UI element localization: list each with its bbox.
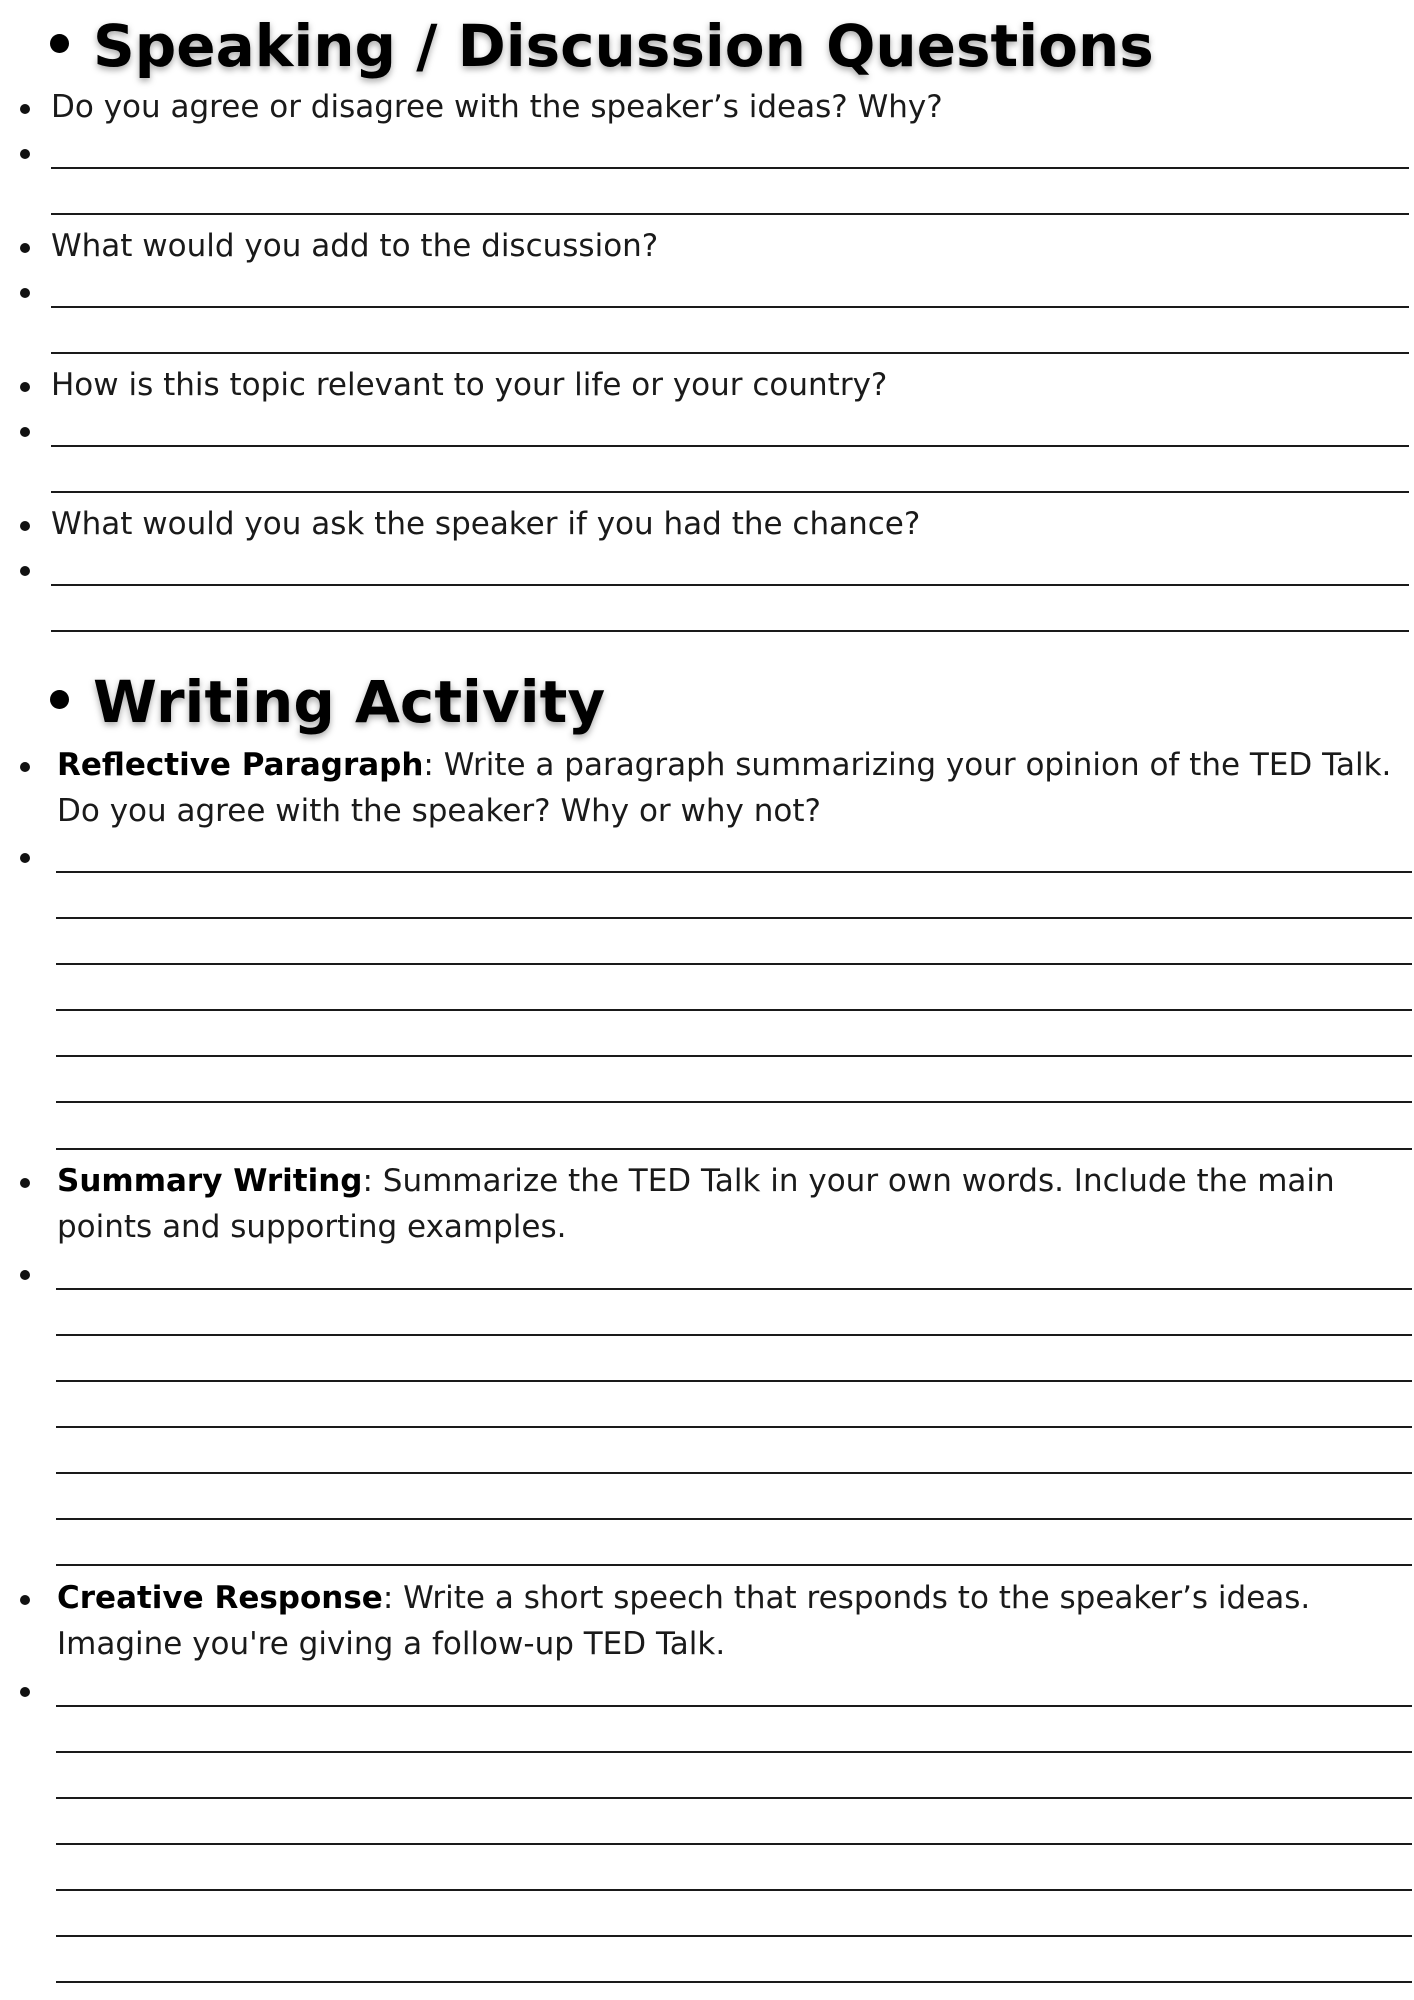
discussion-question-2: What would you add to the discussion? <box>51 228 659 264</box>
answer-line <box>56 1518 1412 1520</box>
answer-line <box>51 352 1409 354</box>
writing-task-creative <box>57 1575 1407 1667</box>
heading-bullet-icon <box>50 34 69 53</box>
bullet-icon <box>20 853 30 863</box>
answer-line <box>56 1751 1412 1753</box>
bullet-icon <box>20 521 30 531</box>
answer-line <box>56 1564 1412 1566</box>
answer-line <box>51 213 1409 215</box>
bullet-icon <box>20 762 30 772</box>
discussion-question-4: What would you ask the speaker if you had the chance? <box>51 506 921 542</box>
answer-line <box>51 584 1409 586</box>
answer-line <box>56 1009 1412 1011</box>
bullet-icon <box>20 1178 30 1188</box>
bullet-icon <box>20 1595 30 1605</box>
heading-bullet-icon <box>50 690 69 709</box>
task-label: Summary Writing <box>57 1163 363 1199</box>
speaking-heading <box>50 12 1154 80</box>
answer-line <box>56 1148 1412 1150</box>
answer-line <box>56 1889 1412 1891</box>
answer-line <box>56 1426 1412 1428</box>
answer-line <box>56 963 1412 965</box>
bullet-icon <box>20 243 30 253</box>
answer-line <box>51 445 1409 447</box>
bullet-icon <box>20 382 30 392</box>
bullet-icon <box>20 288 30 298</box>
answer-line <box>56 1334 1412 1336</box>
writing-heading <box>50 668 605 736</box>
bullet-icon <box>20 1687 30 1697</box>
speaking-heading-text: Speaking / Discussion Questions <box>93 12 1154 80</box>
answer-line <box>56 1101 1412 1103</box>
bullet-icon <box>20 566 30 576</box>
answer-line <box>51 306 1409 308</box>
answer-line <box>56 1935 1412 1937</box>
discussion-question-3: How is this topic relevant to your life or your country? <box>51 367 888 403</box>
bullet-icon <box>20 427 30 437</box>
answer-line <box>56 917 1412 919</box>
answer-line <box>56 1472 1412 1474</box>
writing-task-reflective <box>57 742 1407 834</box>
task-label: Reflective Paragraph <box>57 747 424 783</box>
writing-heading-text: Writing Activity <box>93 668 606 736</box>
answer-line <box>56 1797 1412 1799</box>
answer-line <box>51 630 1409 632</box>
answer-line <box>56 1055 1412 1057</box>
discussion-question-1: Do you agree or disagree with the speaker’s ideas? Why? <box>51 89 943 125</box>
task-instructions: : Summarize the TED Talk in your own words. Include the main points and supporting examples. <box>57 1163 1335 1245</box>
answer-line <box>51 167 1409 169</box>
task-label: Creative Response <box>57 1580 383 1616</box>
answer-line <box>56 1288 1412 1290</box>
bullet-icon <box>20 149 30 159</box>
answer-line <box>56 1981 1412 1983</box>
task-instructions: : Write a paragraph summarizing your opinion of the TED Talk. Do you agree with the speaker? Why or why not? <box>57 747 1392 829</box>
answer-line <box>56 1843 1412 1845</box>
bullet-icon <box>20 1270 30 1280</box>
bullet-icon <box>20 104 30 114</box>
task-instructions: : Write a short speech that responds to the speaker’s ideas. Imagine you're giving a follow-up TED Talk. <box>57 1580 1311 1662</box>
answer-line <box>56 871 1412 873</box>
writing-task-summary <box>57 1158 1407 1250</box>
answer-line <box>51 491 1409 493</box>
answer-line <box>56 1705 1412 1707</box>
answer-line <box>56 1380 1412 1382</box>
